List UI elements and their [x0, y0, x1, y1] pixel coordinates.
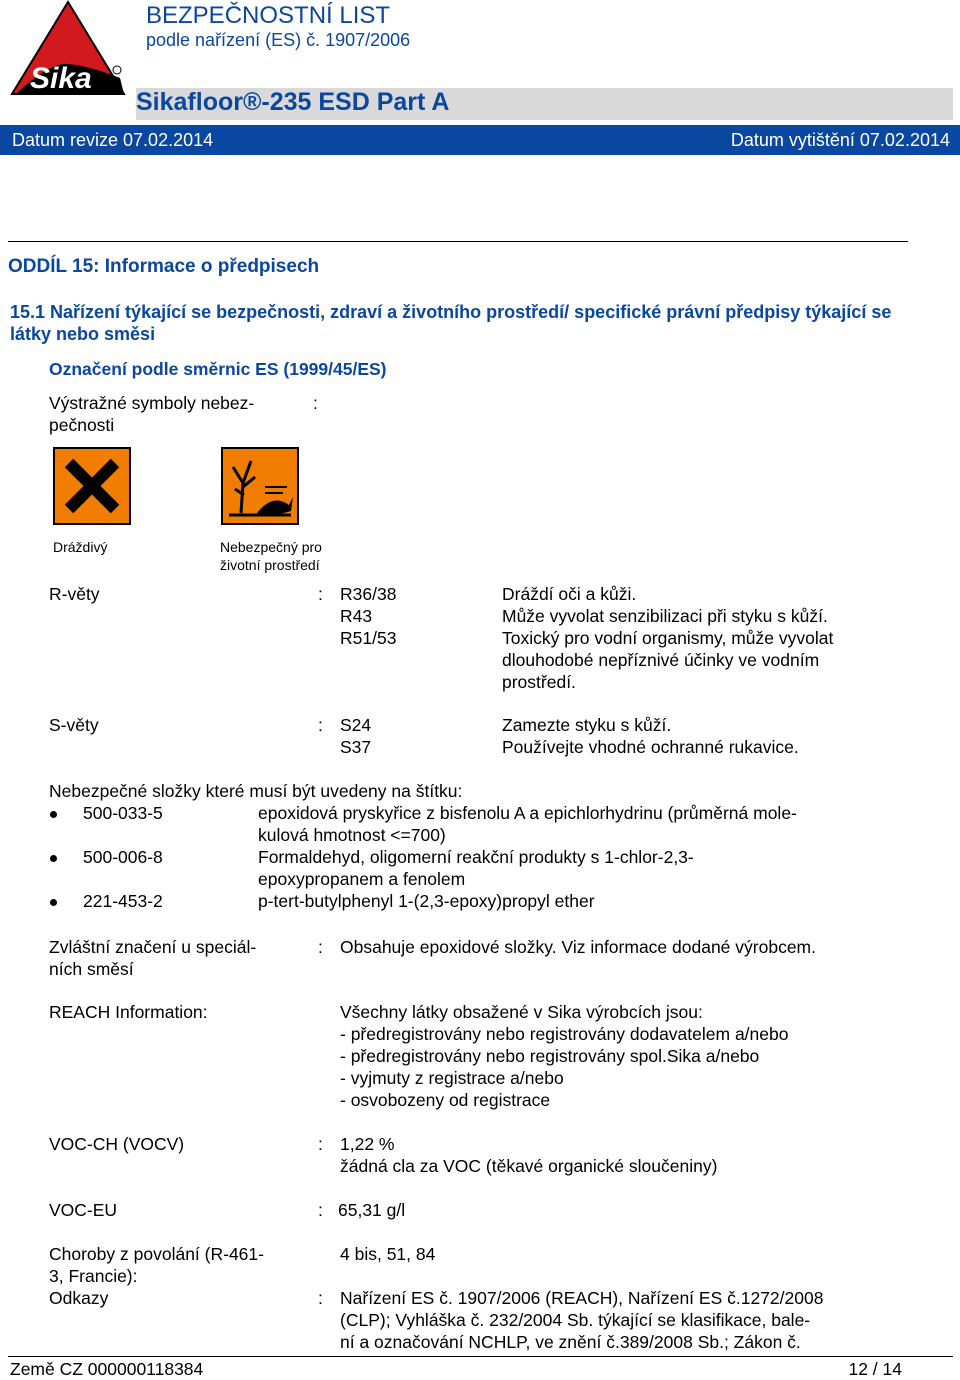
special-labelling-label-line1: Zvláštní značení u speciál- — [49, 937, 257, 957]
component-name: kulová hmotnost <=700) — [258, 825, 446, 845]
r-phrase-text: Může vyvolat senzibilizaci při styku s kůží. — [502, 606, 828, 626]
s-phrases-colon: : — [318, 715, 323, 735]
references-colon: : — [318, 1288, 323, 1308]
footer-divider — [8, 1356, 953, 1357]
r-phrase-text: prostředí. — [502, 672, 576, 692]
subsection-heading: 15.1 Nařízení týkající se bezpečnosti, zdraví a životního prostředí/ specifické právní předpisy týkající se látky nebo směsi — [10, 302, 892, 344]
reach-label: REACH Information: — [49, 1002, 208, 1022]
component-number: 500-006-8 — [83, 847, 163, 867]
symbols-label-line1: Výstražné symboly nebez- — [49, 393, 255, 413]
bullet — [50, 899, 57, 906]
special-labelling-value: Obsahuje epoxidové složky. Viz informace dodané výrobcem. — [340, 937, 816, 957]
bullet — [50, 855, 57, 862]
product-name: Sikafloor®-235 ESD Part A — [136, 88, 450, 116]
voc-eu-value: 65,31 g/l — [338, 1200, 406, 1220]
component-name: epoxypropanem a fenolem — [258, 869, 466, 889]
r-phrase-text: Toxický pro vodní organismy, může vyvolat — [502, 628, 834, 648]
print-date: Datum vytištění 07.02.2014 — [730, 130, 950, 150]
component-number: 500-033-5 — [83, 803, 163, 823]
component-name: Formaldehyd, oligomerní reakční produkty s 1-chlor-2,3- — [258, 847, 694, 867]
voc-ch-colon: : — [318, 1134, 323, 1154]
pictogram-caption-environment-line2: životní prostředí — [220, 557, 320, 573]
document-title: BEZPEČNOSTNÍ LIST — [146, 2, 391, 29]
special-labelling-label-line2: ních směsí — [49, 959, 134, 979]
s-phrases-label: S-věty — [49, 715, 99, 735]
r-phrases-label: R-věty — [49, 584, 100, 604]
diseases-label-line1: Choroby z povolání (R-461- — [49, 1244, 264, 1264]
footer-document-id: Země CZ 000000118384 — [10, 1359, 204, 1379]
diseases-value: 4 bis, 51, 84 — [340, 1244, 436, 1264]
reach-line: - předregistrovány nebo registrovány spol.Sika a/nebo — [340, 1046, 760, 1066]
pictogram-caption-environment-line1: Nebezpečný pro — [220, 539, 322, 555]
diseases-label-line2: 3, Francie): — [49, 1266, 138, 1286]
s-phrase-text: Používejte vhodné ochranné rukavice. — [502, 737, 799, 757]
section-divider — [8, 241, 908, 242]
voc-ch-note: žádná cla za VOC (těkavé organické sloučeniny) — [340, 1156, 718, 1176]
voc-eu-label: VOC-EU — [49, 1200, 118, 1220]
reach-line: - předregistrovány nebo registrovány dodavatelem a/nebo — [340, 1024, 789, 1044]
component-name: p-tert-butylphenyl 1-(2,3-epoxy)propyl ether — [258, 891, 595, 911]
r-phrases-colon: : — [318, 584, 323, 604]
s-phrase-text: Zamezte styku s kůží. — [502, 715, 672, 735]
references-line: ní a označování NCHLP, ve znění č.389/2008 Sb.; Zákon č. — [340, 1332, 801, 1352]
dead-tree-fish-icon — [221, 447, 299, 525]
references-line: Nařízení ES č. 1907/2006 (REACH), Nařízení ES č.1272/2008 — [340, 1288, 824, 1308]
bullet — [50, 811, 57, 818]
reach-line: - osvobozeny od registrace — [340, 1090, 551, 1110]
s-phrase-code: S37 — [340, 737, 372, 757]
component-name: epoxidová pryskyřice z bisfenolu A a epichlorhydrinu (průměrná mole- — [258, 803, 797, 823]
reach-line: Všechny látky obsažené v Sika výrobcích jsou: — [340, 1002, 703, 1022]
irritant-x-icon — [53, 447, 131, 525]
reach-line: - vyjmuty z registrace a/nebo — [340, 1068, 564, 1088]
special-labelling-colon: : — [318, 937, 323, 957]
voc-ch-value: 1,22 % — [340, 1134, 395, 1154]
references-line: (CLP); Vyhláška č. 232/2004 Sb. týkající se klasifikace, bale- — [340, 1310, 811, 1330]
symbols-label-line2: pečnosti — [49, 415, 115, 435]
r-phrase-text: dlouhodobé nepříznivé účinky ve vodním — [502, 650, 820, 670]
revision-date: Datum revize 07.02.2014 — [12, 130, 214, 150]
svg-text:Sika: Sika — [30, 62, 92, 95]
pictogram-caption-irritant: Dráždivý — [53, 539, 108, 555]
r-phrase-code: R36/38 — [340, 584, 397, 604]
s-phrase-code: S24 — [340, 715, 372, 735]
hazard-components-heading: Nebezpečné složky které musí být uvedeny na štítku: — [49, 781, 463, 801]
component-number: 221-453-2 — [83, 891, 163, 911]
r-phrase-text: Dráždí oči a kůži. — [502, 584, 637, 604]
r-phrase-code: R43 — [340, 606, 373, 626]
section-heading: ODDÍL 15: Informace o předpisech — [8, 256, 320, 277]
voc-eu-colon: : — [318, 1200, 323, 1220]
references-label: Odkazy — [49, 1288, 109, 1308]
document-subtitle: podle nařízení (ES) č. 1907/2006 — [146, 30, 411, 50]
labelling-heading: Označení podle směrnic ES (1999/45/ES) — [49, 359, 387, 379]
symbols-colon: : — [313, 393, 318, 413]
r-phrase-code: R51/53 — [340, 628, 397, 648]
page-number: 12 / 14 — [848, 1359, 902, 1379]
voc-ch-label: VOC-CH (VOCV) — [49, 1134, 185, 1154]
sika-logo — [10, 0, 126, 96]
